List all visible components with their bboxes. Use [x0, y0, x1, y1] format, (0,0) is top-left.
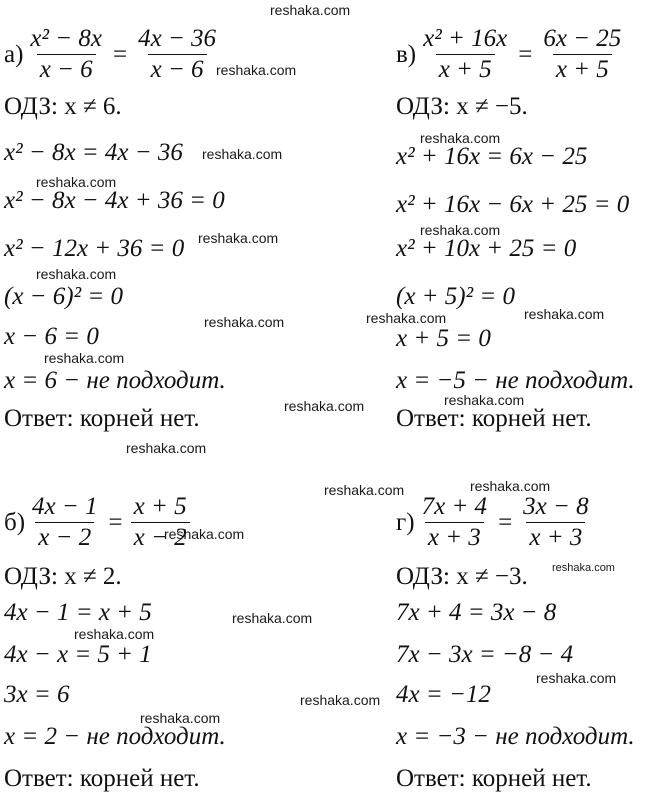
denominator: x − 6: [148, 54, 207, 83]
denominator: x + 5: [553, 54, 612, 83]
solution-step: x + 5 = 0: [396, 325, 491, 352]
odz-line: ОДЗ: x ≠ 6.: [4, 93, 122, 120]
watermark: reshaka.com: [126, 440, 207, 456]
equals-sign: =: [112, 40, 128, 68]
solution-step: 3x = 6: [4, 681, 70, 708]
watermark: reshaka.com: [44, 350, 125, 366]
denominator: x − 2: [131, 522, 190, 551]
fraction-right: [540, 26, 624, 83]
answer-line: Ответ: корней нет.: [396, 765, 592, 792]
watermark: reshaka.com: [420, 222, 501, 238]
equals-sign: =: [498, 508, 513, 536]
problem-label: а): [4, 40, 24, 68]
fraction-right: [131, 494, 190, 551]
watermark: reshaka.com: [204, 314, 285, 330]
watermark: reshaka.com: [284, 398, 365, 414]
fraction-right: [520, 494, 591, 551]
fraction-left: [29, 494, 100, 551]
watermark: reshaka.com: [36, 174, 117, 190]
watermark: reshaka.com: [524, 306, 605, 322]
numerator: 3x − 8: [523, 493, 589, 520]
watermark: reshaka.com: [140, 710, 221, 726]
watermark: reshaka.com: [198, 230, 279, 246]
problem-label: г): [396, 508, 415, 536]
watermark: reshaka.com: [202, 146, 283, 162]
denominator: x − 6: [37, 54, 96, 83]
solution-step: x² − 12x + 36 = 0: [4, 235, 185, 262]
problem-g-equation: [396, 494, 594, 551]
fraction-left: [419, 494, 490, 551]
problem-b-equation: [4, 494, 192, 551]
watermark: reshaka.com: [74, 626, 155, 642]
answer-line: Ответ: корней нет.: [4, 765, 200, 792]
solution-step: 4x − 1 = x + 5: [4, 599, 152, 626]
watermark: reshaka.com: [300, 692, 381, 708]
numerator: 7x + 4: [421, 493, 488, 520]
problem-label: б): [4, 508, 26, 536]
watermark: reshaka.com: [470, 478, 551, 494]
numerator: x² − 8x: [30, 25, 102, 52]
odz-line: ОДЗ: x ≠ 2.: [4, 563, 122, 590]
numerator: x² + 16x: [423, 25, 508, 52]
solution-step: 7x − 3x = −8 − 4: [396, 641, 574, 668]
watermark: reshaka.com: [36, 266, 117, 282]
solution-step: 4x = −12: [396, 681, 491, 708]
solution-step: x = 6 − не подходит.: [4, 367, 226, 394]
denominator: x − 2: [35, 522, 94, 551]
numerator: 6x − 25: [543, 25, 622, 52]
solution-step: x² + 16x − 6x + 25 = 0: [396, 191, 630, 218]
numerator: x + 5: [133, 493, 187, 520]
solution-step: 7x + 4 = 3x − 8: [396, 599, 557, 626]
problem-v-equation: [396, 26, 626, 83]
fraction-left: [27, 26, 105, 83]
watermark: reshaka.com: [536, 670, 617, 686]
fraction-left: [420, 26, 510, 83]
solution-step: x = −5 − не подходит.: [396, 367, 635, 394]
solution-step: x² − 8x = 4x − 36: [4, 139, 183, 166]
numerator: 4x − 36: [138, 25, 217, 52]
solution-step: x − 6 = 0: [4, 323, 99, 350]
equals-sign: =: [518, 40, 533, 68]
solution-step: (x − 6)² = 0: [4, 283, 123, 310]
watermark: reshaka.com: [270, 2, 351, 18]
watermark: reshaka.com: [324, 482, 405, 498]
denominator: x + 5: [436, 54, 495, 83]
denominator: x + 3: [526, 522, 585, 551]
answer-line: Ответ: корней нет.: [4, 405, 200, 432]
solution-step: (x + 5)² = 0: [396, 283, 515, 310]
watermark: reshaka.com: [164, 526, 245, 542]
numerator: 4x − 1: [32, 493, 98, 520]
odz-line: ОДЗ: x ≠ −3.: [396, 563, 528, 590]
solution-step: 4x − x = 5 + 1: [4, 641, 152, 668]
solution-step: x = 2 − не подходит.: [4, 723, 226, 750]
fraction-right: [135, 26, 219, 83]
answer-line: Ответ: корней нет.: [396, 405, 592, 432]
solution-step: x² + 10x + 25 = 0: [396, 235, 577, 262]
watermark: reshaka.com: [216, 62, 297, 78]
watermark: reshaka.com: [444, 392, 525, 408]
equals-sign: =: [108, 508, 123, 536]
problem-label: в): [396, 40, 417, 68]
watermark: reshaka.com: [420, 130, 501, 146]
solution-step: x = −3 − не подходит.: [396, 723, 635, 750]
watermark: reshaka.com: [552, 562, 615, 574]
problem-a-equation: [4, 26, 221, 83]
solution-step: x² + 16x = 6x − 25: [396, 143, 588, 170]
odz-line: ОДЗ: x ≠ −5.: [396, 93, 528, 120]
solution-step: x² − 8x − 4x + 36 = 0: [4, 187, 225, 214]
watermark: reshaka.com: [366, 310, 447, 326]
denominator: x + 3: [425, 522, 484, 551]
watermark: reshaka.com: [232, 610, 313, 626]
